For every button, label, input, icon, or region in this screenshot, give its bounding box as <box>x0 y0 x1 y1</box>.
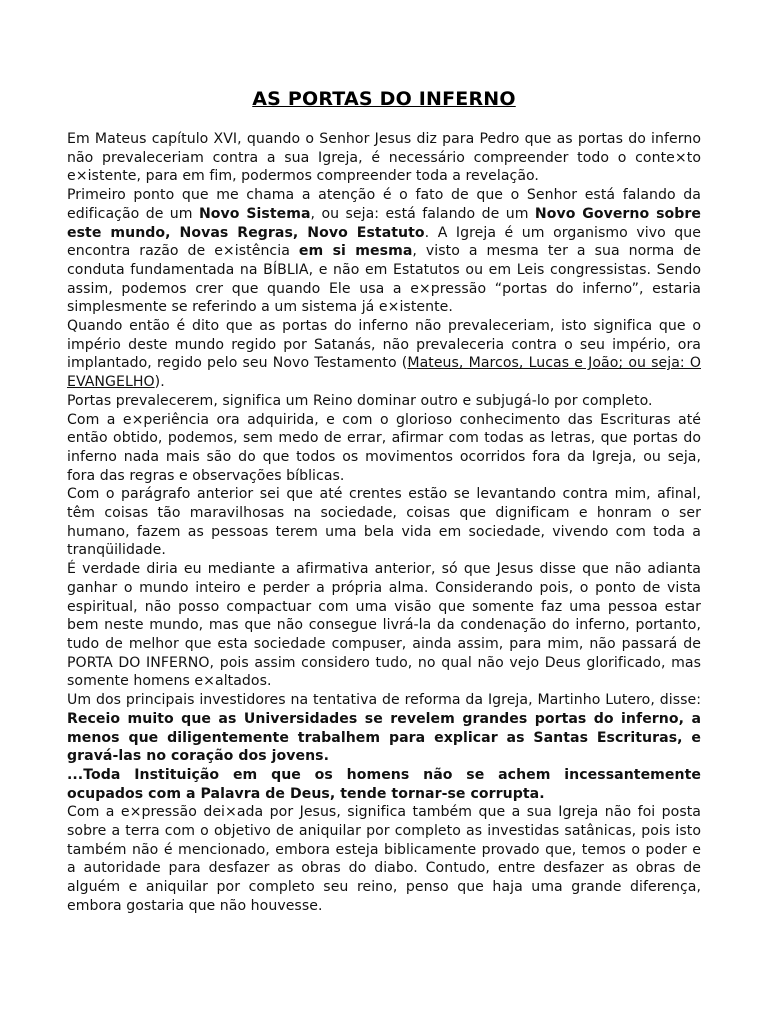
paragraph-1: Em Mateus capítulo XVI, quando o Senhor Jesus diz para Pedro que as portas do inferno não prevaleceriam contra a sua Igreja, é necessário compreender todo o conte×to e×istente, para em fim, podermos compreender toda a revelação. <box>67 131 701 185</box>
paragraph-2-text-c: , ou seja: está falando de um <box>310 205 535 222</box>
paragraph-2-text-a: Primeiro ponto que me chama a atenção é o fato de que o Senhor está falando da edificação de um <box>67 187 701 222</box>
paragraph-3 <box>67 317 701 392</box>
paragraph-10: Com a e×pressão dei×ada por Jesus, significa também que a sua Igreja não foi posta sobre a terra com o objetivo de aniquilar por completo as investidas satânicas, pois isto também não é mencionado, embora esteja biblicamente provado que, temos o poder e a autoridade para desfazer as obras do diabo. Contudo, entre desfazer as obras de alguém e aniquilar por completo seu reino, penso que haja uma grande diferença, embora gostaria que não houvesse. <box>67 804 701 914</box>
bold-novo-sistema: Novo Sistema <box>198 205 311 222</box>
paragraph-7: É verdade diria eu mediante a afirmativa anterior, só que Jesus disse que não adianta ganhar o mundo inteiro e perder a própria alma. Considerando pois, o ponto de vista espiritual, não posso compactuar com uma visão que somente faz uma pessoa estar bem neste mundo, mas que não consegue livrá-la da condenação do inferno, portanto, tudo de melhor que esta sociedade compuser, ainda assim, para mim, não passará de PORTA DO INFERNO, pois assim considero tudo, no qual não vejo Deus glorificado, mas somente homens e×altados. <box>67 561 701 690</box>
bold-em-si-mesma: em si mesma <box>298 243 413 260</box>
paragraph-8 <box>67 691 701 766</box>
instituicao-quote: ...Toda Instituição em que os homens não se achem incessantemente ocupados com a Palavra de Deus, tende tornar-se corrupta. <box>67 766 701 802</box>
paragraph-4: Portas prevalecerem, significa um Reino dominar outro e subjugá-lo por completo. <box>67 392 653 409</box>
paragraph-5: Com a e×periência ora adquirida, e com o glorioso conhecimento das Escrituras até então obtido, podemos, sem medo de errar, afirmar com todas as letras, que portas do inferno nada mais são do que todos os movimentos ocorridos fora da Igreja, ou seja, fora das regras e observações bíblicas. <box>67 411 701 484</box>
paragraph-2-text-d: . A Igreja é um organismo vivo que encontra razão de e×istência <box>67 224 701 260</box>
page-title: AS PORTAS DO INFERNO <box>252 88 516 110</box>
paragraph-2-text-e: , visto a mesma ter a sua norma de conduta fundamentada na BÍBLIA, e não em Estatutos ou em Leis congressistas. Sendo assim, podemos crer que quando Ele usa a e×pressão “portas do inferno”, estaria simplesmente se referindo a um sistema já e×istente. <box>67 243 702 316</box>
paragraph-9 <box>67 766 701 803</box>
paragraph-3-text-a: Quando então é dito que as portas do inferno não prevaleceriam, isto significa que o império deste mundo regido por Satanás, não prevaleceria contra o seu império, ora implantado, regido pelo seu Novo Testamento ( <box>67 318 701 372</box>
paragraph-2 <box>67 186 701 317</box>
paragraph-6: Com o parágrafo anterior sei que até crentes estão se levantando contra mim, afinal, têm coisas tão maravilhosas na sociedade, coisas que dignificam e honram o ser humano, fazem as pessoas terem uma bela vida em sociedade, vivendo com toda a tranqüilidade. <box>67 486 701 559</box>
evangelho-underlined-text: Mateus, Marcos, Lucas e João; ou seja: O EVANGELHO <box>67 355 701 391</box>
paragraph-8-text-a: Um dos principais investidores na tentativa de reforma da Igreja, Martinho Lutero, disse: <box>67 692 701 709</box>
paragraph-3-text-b: ). <box>154 374 165 391</box>
bold-novo-governo: Novo Governo sobre este mundo, Novas Regras, Novo Estatuto <box>67 205 701 241</box>
lutero-quote: Receio muito que as Universidades se revelem grandes portas do inferno, a menos que diligentemente trabalhem para explicar as Santas Escrituras, e gravá-las no coração dos jovens. <box>67 710 701 765</box>
